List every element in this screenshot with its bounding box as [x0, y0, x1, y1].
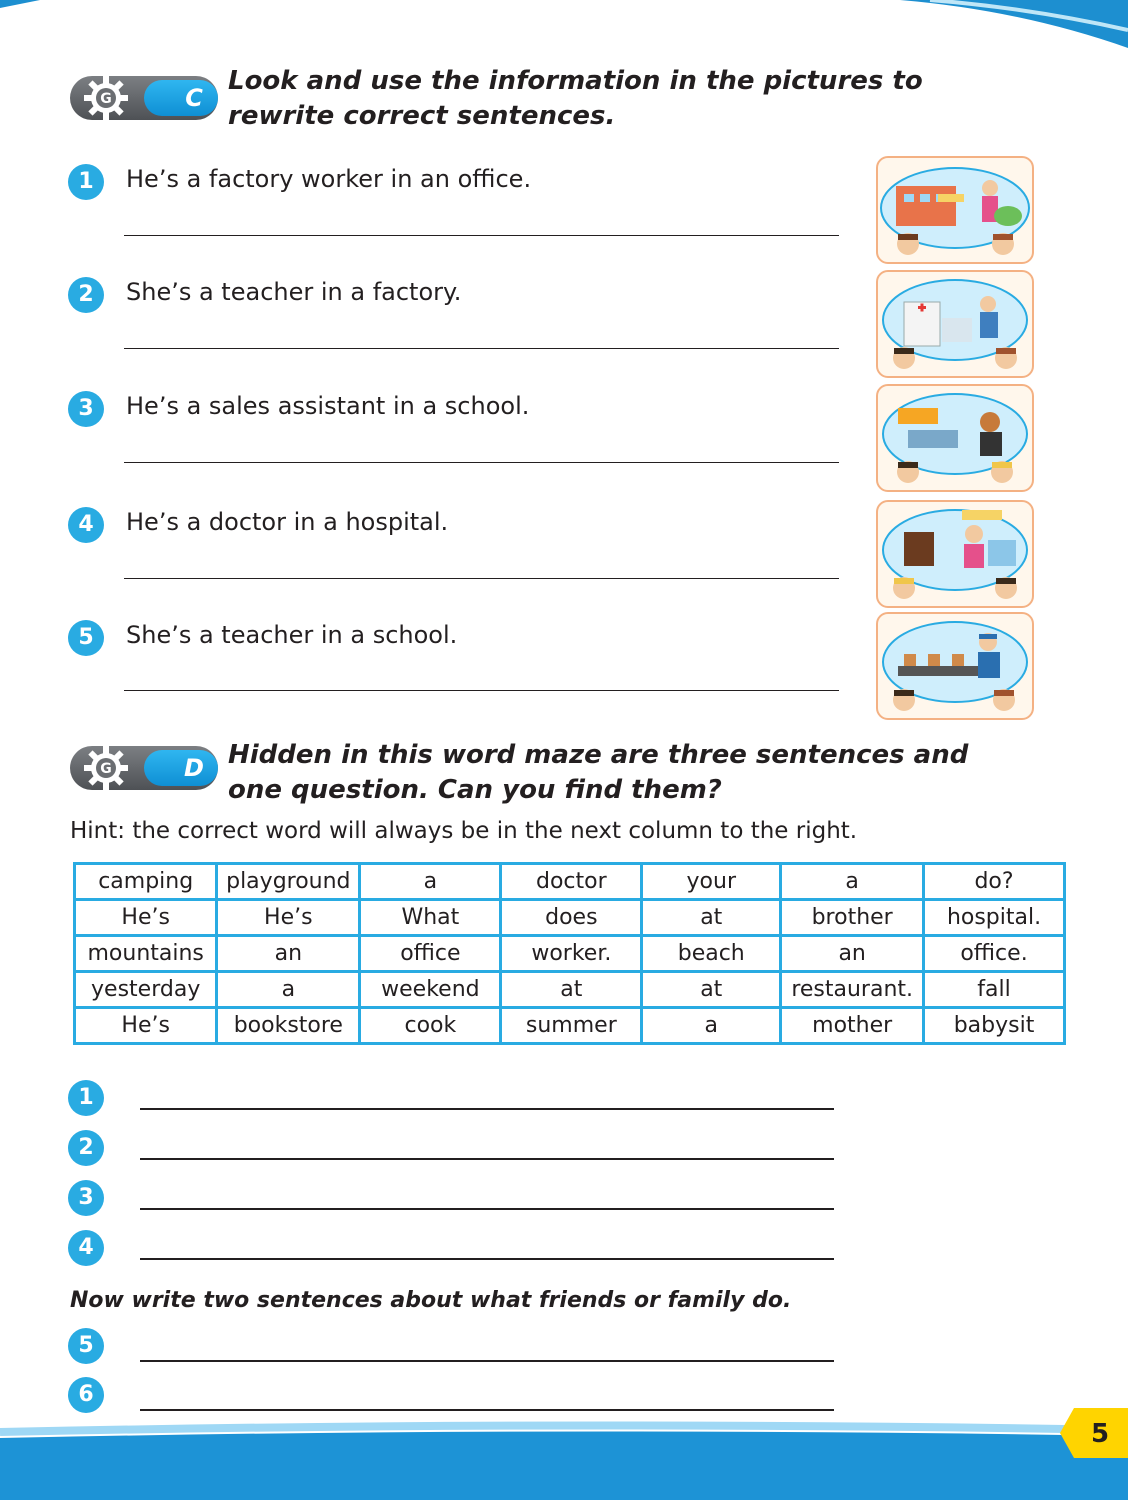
maze-cell[interactable]: doctor: [501, 864, 642, 900]
picture-office-scene: [876, 384, 1034, 492]
item-sentence: He’s a doctor in a hospital.: [126, 508, 449, 536]
answer-number: 5: [68, 1328, 104, 1364]
section-c-letter: C: [185, 84, 203, 112]
answer-line[interactable]: [140, 1158, 834, 1160]
picture-factory-scene: [876, 612, 1034, 720]
answer-number: 1: [68, 1080, 104, 1116]
maze-cell[interactable]: do?: [924, 864, 1065, 900]
answer-line[interactable]: [124, 235, 839, 236]
hint-text: Hint: the correct word will always be in the next column to the right.: [70, 818, 858, 844]
maze-cell[interactable]: He’s: [75, 900, 217, 936]
answer-line[interactable]: [140, 1208, 834, 1210]
maze-cell[interactable]: worker.: [501, 936, 642, 972]
maze-cell[interactable]: your: [642, 864, 781, 900]
answer-number: 4: [68, 1230, 104, 1266]
section-d-letter: D: [184, 754, 204, 782]
maze-cell[interactable]: a: [217, 972, 360, 1008]
picture-shop-scene: [876, 500, 1034, 608]
section-d-instruction: Hidden in this word maze are three sentences and one question. Can you find them?: [228, 740, 969, 805]
maze-row: [75, 936, 1065, 972]
maze-cell[interactable]: cook: [360, 1008, 501, 1044]
maze-cell[interactable]: babysit: [924, 1008, 1065, 1044]
section-c-instruction: Look and use the information in the pictures to rewrite correct sentences.: [228, 66, 923, 131]
item-number: 5: [68, 620, 104, 656]
maze-cell[interactable]: hospital.: [924, 900, 1065, 936]
item-sentence: He’s a factory worker in an office.: [126, 165, 532, 193]
maze-row: [75, 972, 1065, 1008]
maze-cell[interactable]: restaurant.: [781, 972, 924, 1008]
item-number: 4: [68, 507, 104, 543]
item-sentence: She’s a teacher in a factory.: [126, 278, 462, 306]
section-c-badge: [70, 70, 220, 126]
picture-hospital-scene: [876, 270, 1034, 378]
maze-cell[interactable]: an: [217, 936, 360, 972]
maze-cell[interactable]: office.: [924, 936, 1065, 972]
gear-icon: [80, 742, 132, 794]
answer-number: 2: [68, 1130, 104, 1166]
maze-cell[interactable]: a: [781, 864, 924, 900]
word-maze-table: [73, 862, 1066, 1045]
maze-cell[interactable]: at: [642, 900, 781, 936]
item-number: 2: [68, 277, 104, 313]
maze-row: [75, 900, 1065, 936]
item-number: 3: [68, 391, 104, 427]
maze-cell[interactable]: mother: [781, 1008, 924, 1044]
gear-letter: G: [100, 91, 112, 107]
picture-school-scene: [876, 156, 1034, 264]
maze-cell[interactable]: He’s: [217, 900, 360, 936]
maze-cell[interactable]: beach: [642, 936, 781, 972]
page-number: 5: [1090, 1419, 1110, 1449]
answer-line[interactable]: [124, 348, 839, 349]
section-d-badge: [70, 740, 220, 796]
maze-cell[interactable]: brother: [781, 900, 924, 936]
maze-cell[interactable]: an: [781, 936, 924, 972]
item-sentence: She’s a teacher in a school.: [126, 621, 458, 649]
maze-cell[interactable]: yesterday: [75, 972, 217, 1008]
maze-cell[interactable]: summer: [501, 1008, 642, 1044]
answer-line[interactable]: [140, 1258, 834, 1260]
answer-line[interactable]: [140, 1409, 834, 1411]
gear-icon: [80, 72, 132, 124]
maze-cell[interactable]: a: [360, 864, 501, 900]
answer-line[interactable]: [124, 462, 839, 463]
answer-number: 6: [68, 1377, 104, 1413]
maze-cell[interactable]: playground: [217, 864, 360, 900]
maze-row: [75, 864, 1065, 900]
maze-cell[interactable]: camping: [75, 864, 217, 900]
top-swoosh-decoration: [0, 0, 1128, 60]
maze-cell[interactable]: at: [501, 972, 642, 1008]
answer-line[interactable]: [140, 1108, 834, 1110]
maze-cell[interactable]: does: [501, 900, 642, 936]
item-number: 1: [68, 164, 104, 200]
maze-cell[interactable]: bookstore: [217, 1008, 360, 1044]
maze-cell[interactable]: fall: [924, 972, 1065, 1008]
maze-cell[interactable]: office: [360, 936, 501, 972]
maze-cell[interactable]: weekend: [360, 972, 501, 1008]
maze-cell[interactable]: He’s: [75, 1008, 217, 1044]
answer-line[interactable]: [140, 1360, 834, 1362]
maze-cell[interactable]: a: [642, 1008, 781, 1044]
answer-line[interactable]: [124, 578, 839, 579]
maze-cell[interactable]: at: [642, 972, 781, 1008]
sub-instruction: Now write two sentences about what friends or family do.: [70, 1288, 792, 1313]
maze-row: [75, 1008, 1065, 1044]
maze-cell[interactable]: mountains: [75, 936, 217, 972]
maze-cell[interactable]: What: [360, 900, 501, 936]
answer-line[interactable]: [124, 690, 839, 691]
bottom-band-decoration: [0, 1420, 1128, 1500]
answer-number: 3: [68, 1180, 104, 1216]
gear-letter: G: [100, 761, 112, 777]
item-sentence: He’s a sales assistant in a school.: [126, 392, 530, 420]
